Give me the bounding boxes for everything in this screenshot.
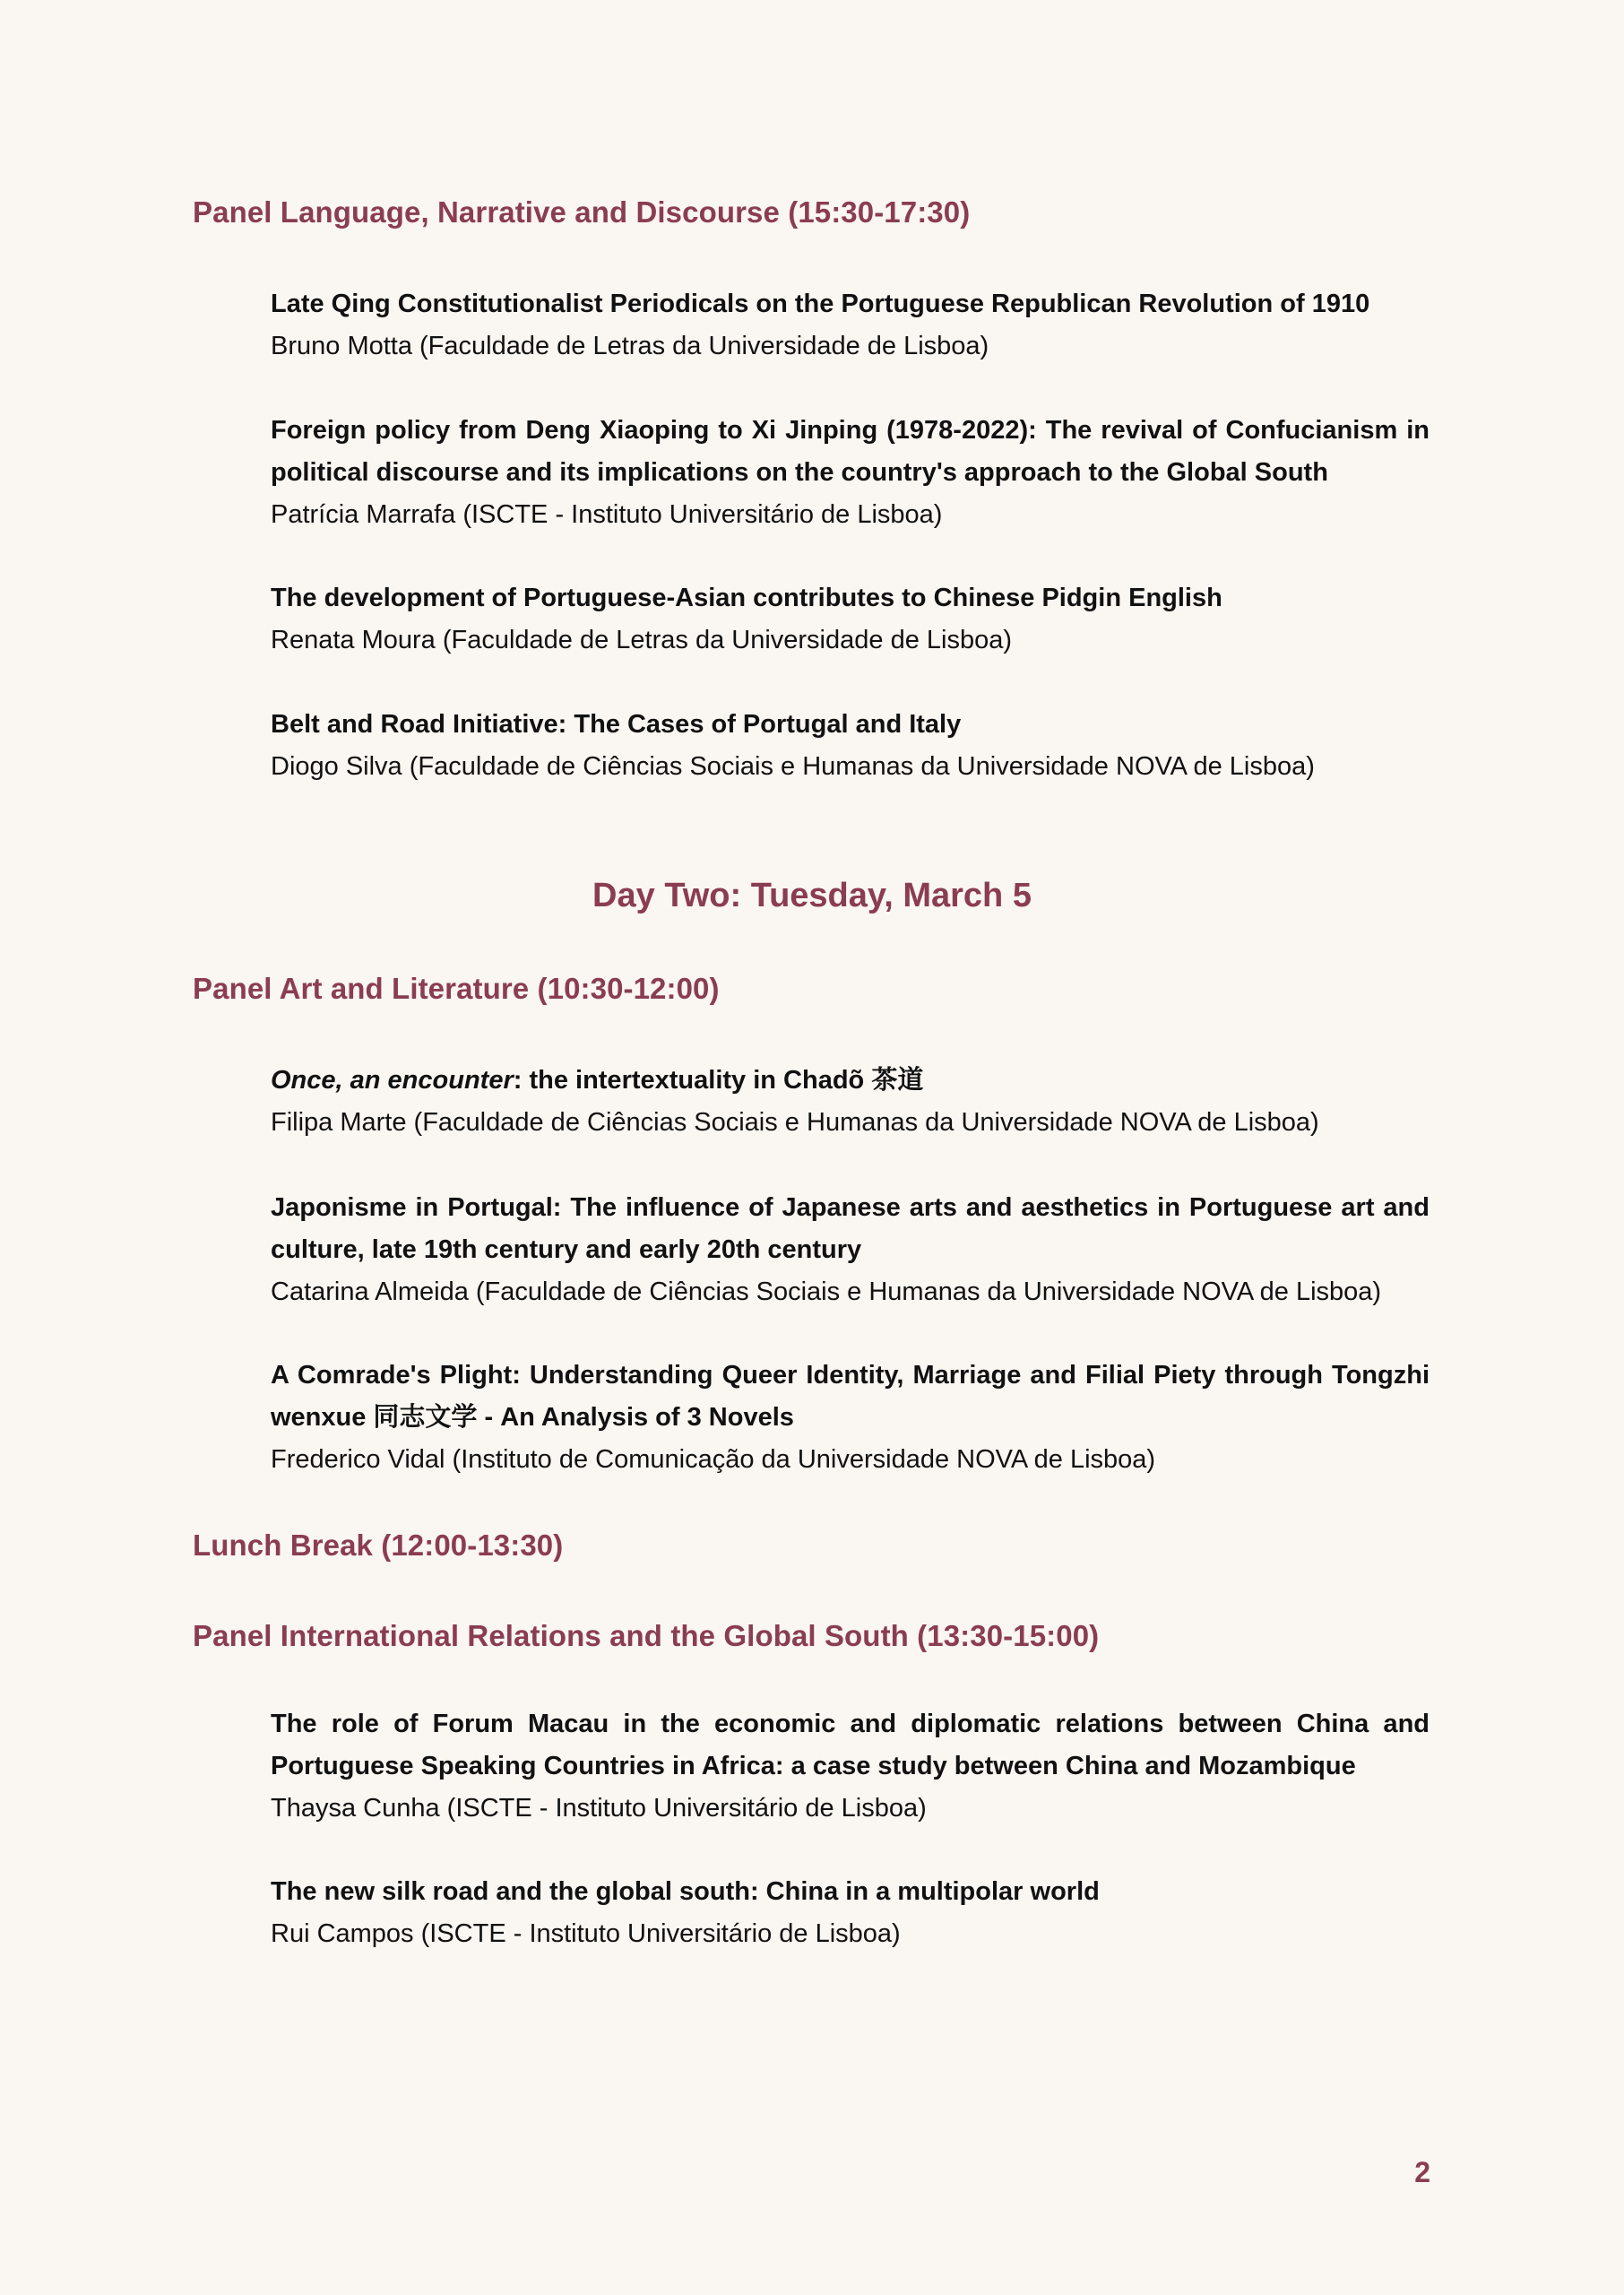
talk-entry <box>271 1060 1430 1144</box>
talk-title: The new silk road and the global south: China in a multipolar world <box>271 1877 1100 1906</box>
panel-art-heading: Panel Art and Literature (10:30-12:00) <box>193 972 720 1005</box>
talk-author: Rui Campos (ISCTE - Instituto Universitário de Lisboa) <box>271 1919 901 1948</box>
talk-entry <box>271 1871 1430 1955</box>
talk-author: Diogo Silva (Faculdade de Ciências Sociais e Humanas da Universidade NOVA de Lisboa) <box>271 752 1315 781</box>
talk-title: A Comrade's Plight: Understanding Queer Identity, Marriage and Filial Piety through Tongzhi wenxue 同志文学 - An Analysis of 3 Novels <box>271 1361 1430 1432</box>
talk-author: Renata Moura (Faculdade de Letras da Universidade de Lisboa) <box>271 626 1012 654</box>
talk-title: Foreign policy from Deng Xiaoping to Xi Jinping (1978-2022): The revival of Confucianism in political discourse and its implications on the country's approach to the Global South <box>271 416 1430 487</box>
talk-entry <box>271 283 1430 368</box>
talk-author: Patrícia Marrafa (ISCTE - Instituto Universitário de Lisboa) <box>271 500 943 529</box>
talk-title-rest: : the intertextuality in Chadõ 茶道 <box>513 1066 924 1095</box>
talk-title: Late Qing Constitutionalist Periodicals on the Portuguese Republican Revolution of 1910 <box>271 290 1370 318</box>
talk-author: Filipa Marte (Faculdade de Ciências Sociais e Humanas da Universidade NOVA de Lisboa) <box>271 1108 1319 1137</box>
panel-language-heading: Panel Language, Narrative and Discourse (15:30-17:30) <box>193 195 971 229</box>
lunch-break-heading: Lunch Break (12:00-13:30) <box>193 1529 564 1562</box>
talk-entry <box>271 410 1430 536</box>
talk-author: Bruno Motta (Faculdade de Letras da Universidade de Lisboa) <box>271 332 989 360</box>
talk-title <box>271 1060 1430 1102</box>
talk-author: Catarina Almeida (Faculdade de Ciências Sociais e Humanas da Universidade NOVA de Lisboa) <box>271 1277 1382 1306</box>
talk-author: Frederico Vidal (Instituto de Comunicação da Universidade NOVA de Lisboa) <box>271 1445 1156 1474</box>
talk-entry <box>271 577 1430 662</box>
talk-author: Thaysa Cunha (ISCTE - Instituto Universitário de Lisboa) <box>271 1794 927 1823</box>
talk-title: The development of Portuguese-Asian contributes to Chinese Pidgin English <box>271 584 1222 612</box>
panel-ir-heading: Panel International Relations and the Global South (13:30-15:00) <box>193 1619 1100 1652</box>
talk-title: The role of Forum Macau in the economic and diplomatic relations between China and Portuguese Speaking Countries in Africa: a case study between China and Mozambique <box>271 1710 1430 1780</box>
day-two-heading: Day Two: Tuesday, March 5 <box>592 877 1032 914</box>
talk-title-italic: Once, an encounter <box>271 1066 514 1095</box>
page-number: 2 <box>1414 2156 1430 2188</box>
talk-entry <box>271 704 1430 788</box>
talk-entry <box>271 1187 1430 1313</box>
talk-entry <box>271 1703 1430 1830</box>
talk-entry <box>271 1355 1430 1481</box>
talk-title: Belt and Road Initiative: The Cases of Portugal and Italy <box>271 710 962 739</box>
talk-title: Japonisme in Portugal: The influence of Japanese arts and aesthetics in Portuguese art and culture, late 19th century and early 20th century <box>271 1193 1430 1264</box>
